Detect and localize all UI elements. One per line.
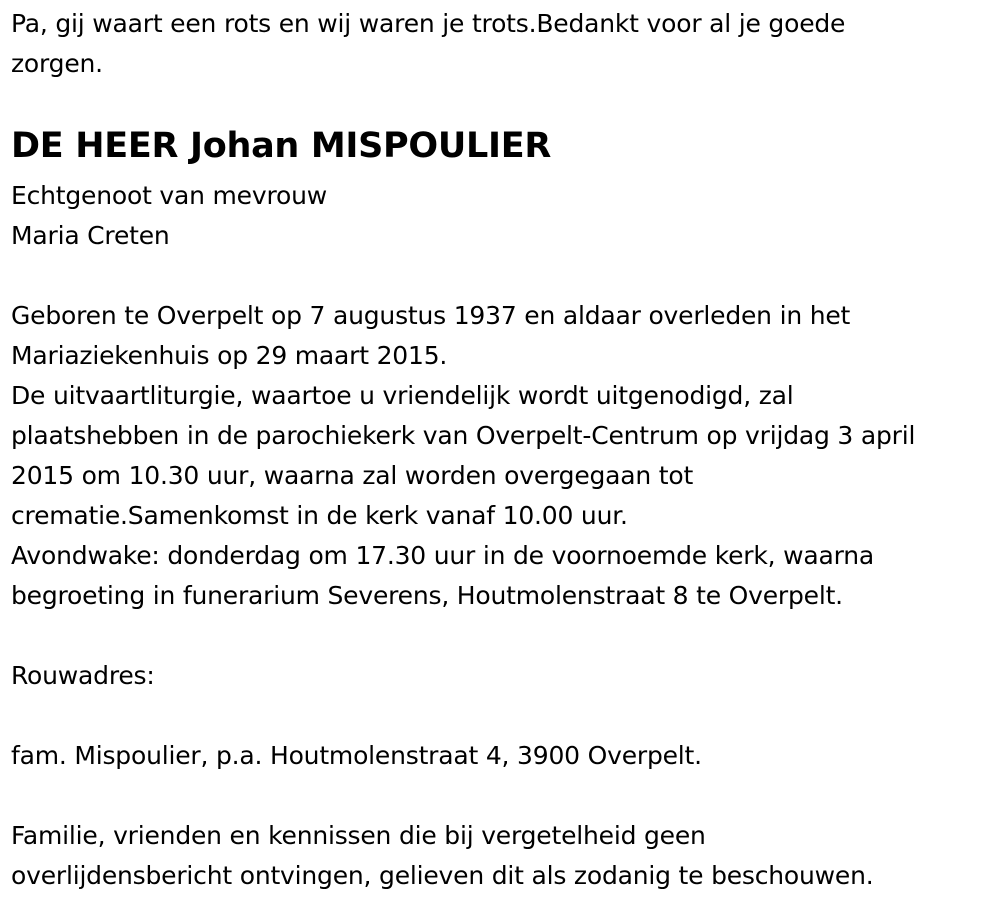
spacer bbox=[11, 616, 996, 656]
spacer bbox=[11, 256, 996, 296]
details-line: crematie.Samenkomst in de kerk vanaf 10.00 uur. bbox=[11, 501, 628, 530]
spouse-line-2: Maria Creten bbox=[11, 221, 170, 250]
address-value: fam. Mispoulier, p.a. Houtmolenstraat 4, 3900 Overpelt. bbox=[11, 741, 702, 770]
closing-line-2: overlijdensbericht ontvingen, gelieven dit als zodanig te beschouwen. bbox=[11, 861, 874, 890]
spacer bbox=[11, 696, 996, 736]
address-label: Rouwadres: bbox=[11, 661, 155, 690]
deceased-name: DE HEER Johan MISPOULIER bbox=[11, 126, 551, 166]
details-line: begroeting in funerarium Severens, Houtmolenstraat 8 te Overpelt. bbox=[11, 581, 843, 610]
details-line: 2015 om 10.30 uur, waarna zal worden overgegaan tot bbox=[11, 461, 694, 490]
intro-line-2: zorgen. bbox=[11, 49, 103, 78]
details-line: Avondwake: donderdag om 17.30 uur in de voornoemde kerk, waarna bbox=[11, 541, 875, 570]
spacer bbox=[11, 776, 996, 816]
obituary-notice bbox=[11, 4, 996, 896]
details-line: plaatshebben in de parochiekerk van Overpelt-Centrum op vrijdag 3 april bbox=[11, 421, 916, 450]
details-line: Geboren te Overpelt op 7 augustus 1937 en aldaar overleden in het bbox=[11, 301, 851, 330]
closing-line-1: Familie, vrienden en kennissen die bij vergetelheid geen bbox=[11, 821, 706, 850]
spouse-line-1: Echtgenoot van mevrouw bbox=[11, 181, 327, 210]
details-line: De uitvaartliturgie, waartoe u vriendelijk wordt uitgenodigd, zal bbox=[11, 381, 794, 410]
intro-line-1: Pa, gij waart een rots en wij waren je trots.Bedankt voor al je goede bbox=[11, 9, 846, 38]
details-line: Mariaziekenhuis op 29 maart 2015. bbox=[11, 341, 448, 370]
